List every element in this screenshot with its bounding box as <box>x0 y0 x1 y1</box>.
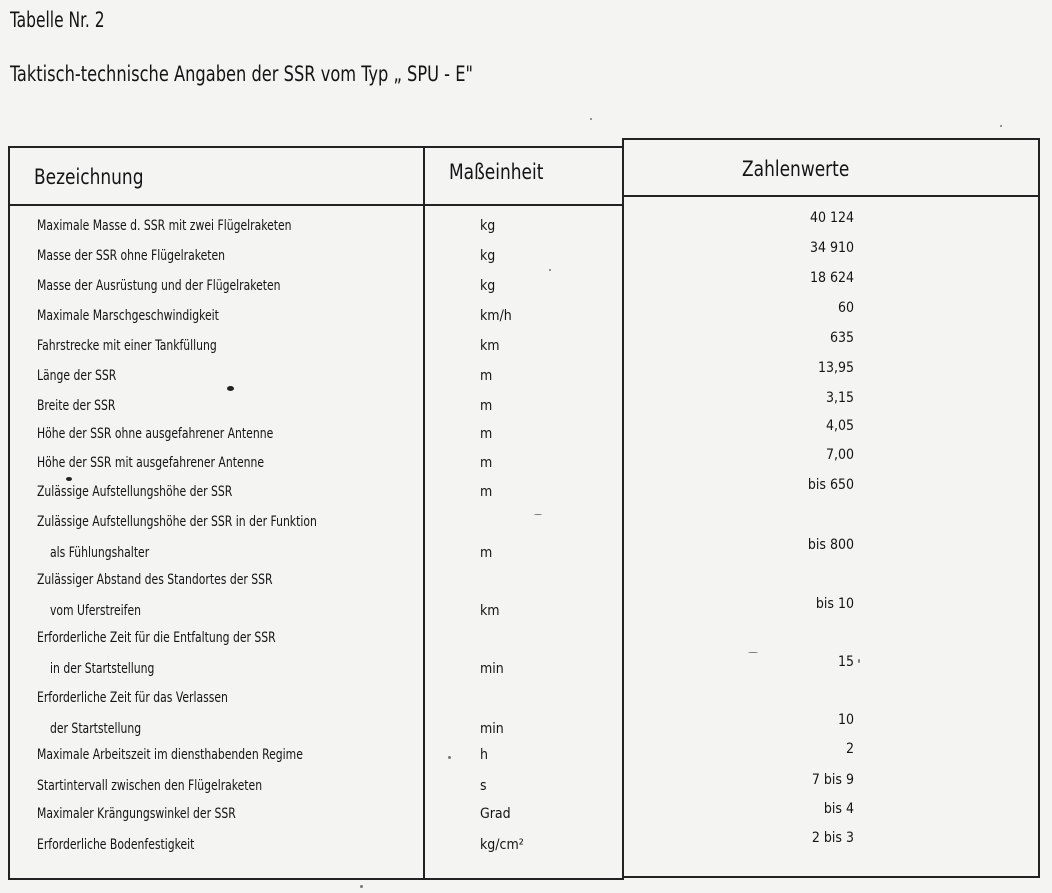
header-divider-left <box>8 204 624 206</box>
row-unit: m <box>480 398 493 414</box>
row-value: 4,05 <box>825 418 854 434</box>
row-unit: m <box>480 368 493 384</box>
row-unit: m <box>480 484 493 500</box>
row-description: Erforderliche Zeit für die Entfaltung der SSR <box>37 630 276 646</box>
row-description: Zulässige Aufstellungshöhe der SSR in der Funktion <box>37 514 317 530</box>
row-unit: km <box>480 338 500 354</box>
row-description: vom Uferstreifen <box>50 603 141 619</box>
document-title: Taktisch-technische Angaben der SSR vom Typ „ SPU - E" <box>10 62 473 86</box>
row-description: der Startstellung <box>50 721 142 737</box>
row-unit: s <box>480 778 487 794</box>
row-value: 3,15 <box>825 390 854 406</box>
row-value: 7 bis 9 <box>811 772 854 788</box>
row-value: 7,00 <box>825 447 854 463</box>
row-description: Masse der Ausrüstung und der Flügelraketen <box>37 278 281 294</box>
header-divider-right <box>622 195 1040 197</box>
row-description: Erforderliche Bodenfestigkeit <box>37 837 195 853</box>
row-description: Erforderliche Zeit für das Verlassen <box>37 690 228 706</box>
row-value: 2 <box>845 741 854 757</box>
row-description: Länge der SSR <box>37 368 117 384</box>
row-value: 13,95 <box>817 360 854 376</box>
row-value: 40 124 <box>809 210 854 226</box>
row-unit: km <box>480 603 500 619</box>
row-description: Startintervall zwischen den Flügelraketen <box>37 778 263 794</box>
row-description: Maximaler Krängungswinkel der SSR <box>37 806 236 822</box>
row-unit: h <box>480 747 488 763</box>
row-unit: min <box>480 661 504 677</box>
row-value: 18 624 <box>809 270 854 286</box>
header-value: Zahlenwerte <box>742 157 850 181</box>
row-unit: m <box>480 426 493 442</box>
row-unit: m <box>480 545 493 561</box>
row-description: Zulässige Aufstellungshöhe der SSR <box>37 484 233 500</box>
row-description: als Fühlungshalter <box>50 545 150 561</box>
row-unit: Grad <box>480 806 511 822</box>
row-value: 2 bis 3 <box>811 830 854 846</box>
header-description: Bezeichnung <box>34 165 144 189</box>
column-divider <box>423 146 425 880</box>
row-unit: kg/cm² <box>480 837 524 853</box>
row-value: 34 910 <box>809 240 854 256</box>
row-description: Zulässiger Abstand des Standortes der SSR <box>37 572 273 588</box>
row-unit: kg <box>480 278 496 294</box>
row-description: Maximale Arbeitszeit im diensthabenden Regime <box>37 747 303 763</box>
row-unit: kg <box>480 218 496 234</box>
row-description: Breite der SSR <box>37 398 116 414</box>
row-unit: m <box>480 455 493 471</box>
table-number-label: Tabelle Nr. 2 <box>10 8 105 32</box>
row-value: bis 650 <box>807 477 854 493</box>
row-value: bis 10 <box>815 596 854 612</box>
row-value: bis 800 <box>807 537 854 553</box>
row-value: 635 <box>829 330 854 346</box>
row-value: bis 4 <box>823 801 854 817</box>
row-unit: kg <box>480 248 496 264</box>
row-unit: min <box>480 721 504 737</box>
row-value: 60 <box>837 300 854 316</box>
row-description: Fahrstrecke mit einer Tankfüllung <box>37 338 217 354</box>
row-description: Maximale Masse d. SSR mit zwei Flügelraketen <box>37 218 292 234</box>
row-value: 15 <box>837 654 854 670</box>
row-value: 10 <box>837 712 854 728</box>
row-description: Maximale Marschgeschwindigkeit <box>37 308 219 324</box>
row-description: Höhe der SSR mit ausgefahrener Antenne <box>37 455 265 471</box>
row-unit: km/h <box>480 308 512 324</box>
header-unit: Maßeinheit <box>449 160 544 184</box>
row-description: Höhe der SSR ohne ausgefahrener Antenne <box>37 426 274 442</box>
row-description: Masse der SSR ohne Flügelraketen <box>37 248 226 264</box>
row-description: in der Startstellung <box>50 661 155 677</box>
